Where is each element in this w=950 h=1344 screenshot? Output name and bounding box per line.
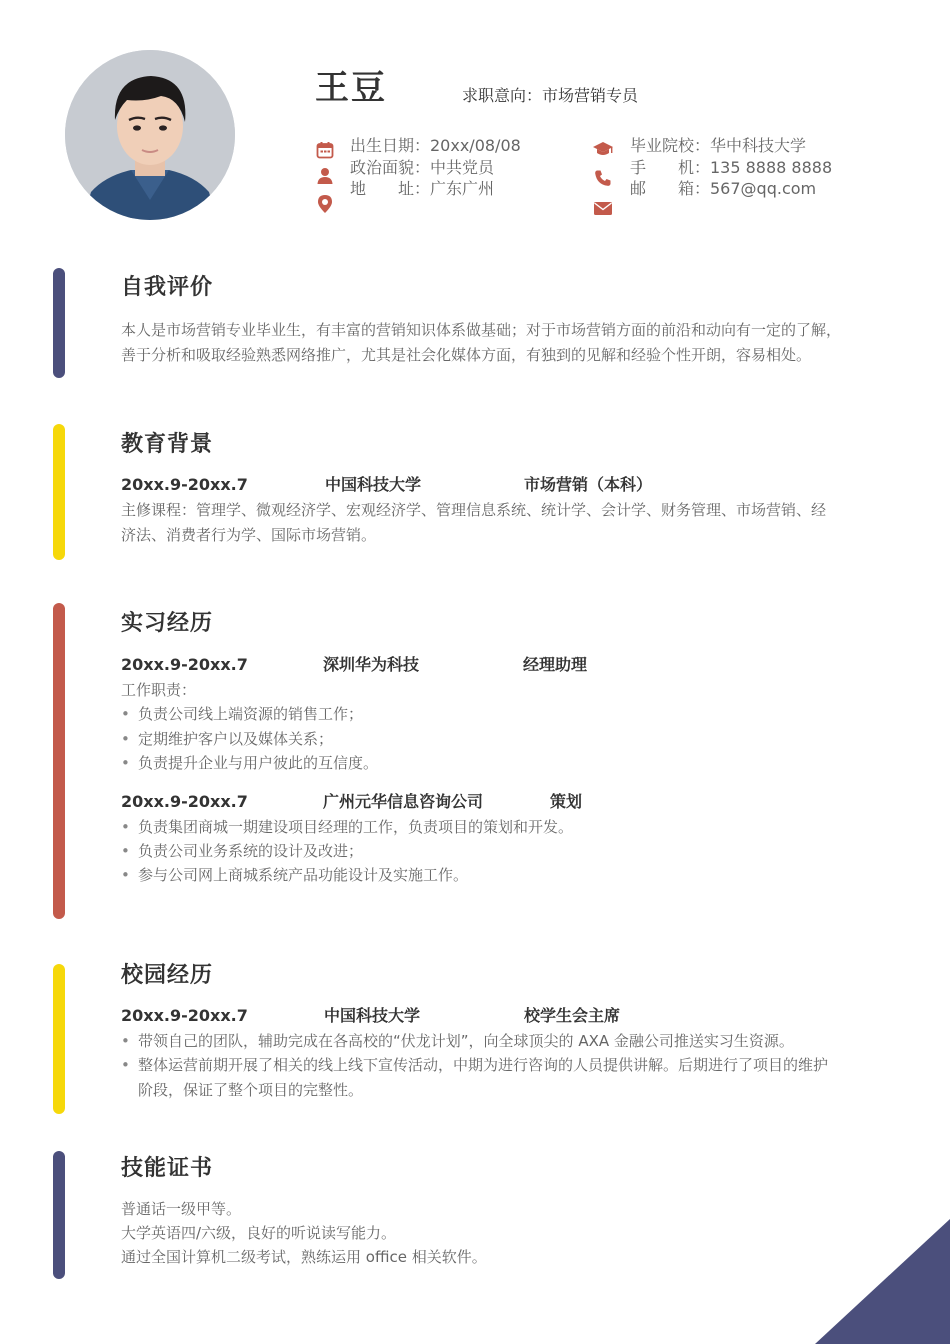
graduate-school-value: 华中科技大学	[710, 136, 807, 155]
section-title-internship: 实习经历	[121, 611, 214, 636]
education-courses-line: 主修课程：管理学、微观经济学、宏观经济学、管理信息系统、统计学、会计学、财务管理、市场营销、经	[121, 501, 827, 519]
email-label: 邮 箱：	[630, 179, 711, 198]
phone-icon	[593, 168, 613, 188]
list-item: • 负责公司业务系统的设计及改进；	[121, 839, 881, 864]
email-value: 567@qq.com	[710, 179, 817, 198]
calendar-icon	[315, 140, 335, 160]
self-evaluation-text	[121, 318, 891, 368]
internship-period: 20xx.9-20xx.7	[121, 655, 248, 674]
section-accent-bar	[53, 1151, 65, 1279]
political-status-value: 中共党员	[430, 158, 495, 177]
skill-line: 普通话一级甲等。	[121, 1200, 242, 1218]
profile-photo	[65, 50, 235, 220]
education-courses	[121, 498, 891, 548]
section-accent-bar	[53, 603, 65, 919]
list-item: • 负责集团商城一期建设项目经理的工作，负责项目的策划和开发。	[121, 815, 881, 840]
education-courses-line: 济法、消费者行为学、国际市场营销。	[121, 526, 377, 544]
internship-entry-header	[121, 653, 891, 677]
birth-date-value: 20xx/08/08	[430, 136, 521, 155]
list-item-line: • 整体运营前期开展了相关的线上线下宣传活动，中期为进行咨询的人员提供讲解。后期进行了项目的维护	[138, 1056, 829, 1074]
education-school: 中国科技大学	[325, 475, 422, 494]
education-period: 20xx.9-20xx.7	[121, 475, 248, 494]
section-title-self-evaluation: 自我评价	[121, 275, 214, 300]
address	[350, 178, 494, 200]
location-pin-icon	[315, 194, 335, 214]
education-entry-header	[121, 473, 891, 497]
skill-line: 通过全国计算机二级考试，熟练运用 office 相关软件。	[121, 1248, 487, 1266]
campus-entry-header	[121, 1004, 891, 1028]
self-evaluation-line: 善于分析和吸取经验熟悉网络推广，尤其是社会化媒体方面，有独到的见解和经验个性开朗，容易相处。	[121, 346, 812, 364]
list-item: • 参与公司网上商城系统产品功能设计及实施工作。	[121, 863, 881, 888]
internship-role: 策划	[550, 792, 583, 811]
internship-company: 深圳华为科技	[323, 655, 420, 674]
campus-school: 中国科技大学	[324, 1006, 421, 1025]
person-icon	[315, 166, 335, 186]
political-status	[350, 157, 494, 179]
education-major: 市场营销（本科）	[524, 475, 653, 494]
birth-date-label: 出生日期：	[350, 136, 431, 155]
list-item	[121, 1029, 881, 1054]
self-evaluation-line: 本人是市场营销专业毕业生，有丰富的营销知识体系做基础；对于市场营销方面的前沿和动向有一定的了解，	[121, 321, 842, 339]
skills-list	[121, 1197, 891, 1269]
internship-role: 经理助理	[523, 655, 588, 674]
list-item	[121, 1053, 881, 1103]
section-accent-bar	[53, 268, 65, 378]
skill-line: 大学英语四/六级，良好的听说读写能力。	[121, 1224, 397, 1242]
internship-company: 广州元华信息咨询公司	[323, 792, 484, 811]
decorative-corner-triangle	[815, 1219, 950, 1344]
graduate-school-label: 毕业院校：	[630, 136, 711, 155]
phone-number	[630, 157, 832, 179]
list-item: • 负责提升企业与用户彼此的互信度。	[121, 751, 881, 776]
graduation-cap-icon	[592, 139, 614, 159]
campus-period: 20xx.9-20xx.7	[121, 1006, 248, 1025]
section-title-campus: 校园经历	[121, 963, 214, 988]
address-label: 地 址：	[350, 179, 431, 198]
list-item-line: • 带领自己的团队，辅助完成在各高校的“伏龙计划”，向全球顶尖的 AXA 金融公司推送实习生资源。	[138, 1032, 794, 1050]
list-item-line: 阶段，保证了整个项目的完整性。	[138, 1081, 364, 1099]
internship-duties-intro: 工作职责：	[121, 681, 197, 699]
section-title-skills: 技能证书	[121, 1156, 214, 1181]
portrait-illustration	[65, 50, 235, 220]
internship-entry-header	[121, 790, 891, 814]
political-status-label: 政治面貌：	[350, 158, 431, 177]
section-accent-bar	[53, 964, 65, 1114]
mail-icon	[592, 198, 614, 218]
internship-period: 20xx.9-20xx.7	[121, 792, 248, 811]
address-value: 广东广州	[430, 179, 495, 198]
list-item: • 定期维护客户以及媒体关系；	[121, 727, 881, 752]
job-intent: 求职意向：市场营销专员	[462, 86, 639, 105]
graduate-school	[630, 135, 806, 157]
phone-number-value: 135 8888 8888	[710, 158, 833, 177]
section-title-education: 教育背景	[121, 432, 214, 457]
campus-role: 校学生会主席	[524, 1006, 621, 1025]
list-item: • 负责公司线上端资源的销售工作；	[121, 702, 881, 727]
email	[630, 178, 816, 200]
phone-number-label: 手 机：	[630, 158, 711, 177]
candidate-name: 王豆	[315, 68, 387, 108]
birth-date	[350, 135, 521, 157]
section-accent-bar	[53, 424, 65, 560]
